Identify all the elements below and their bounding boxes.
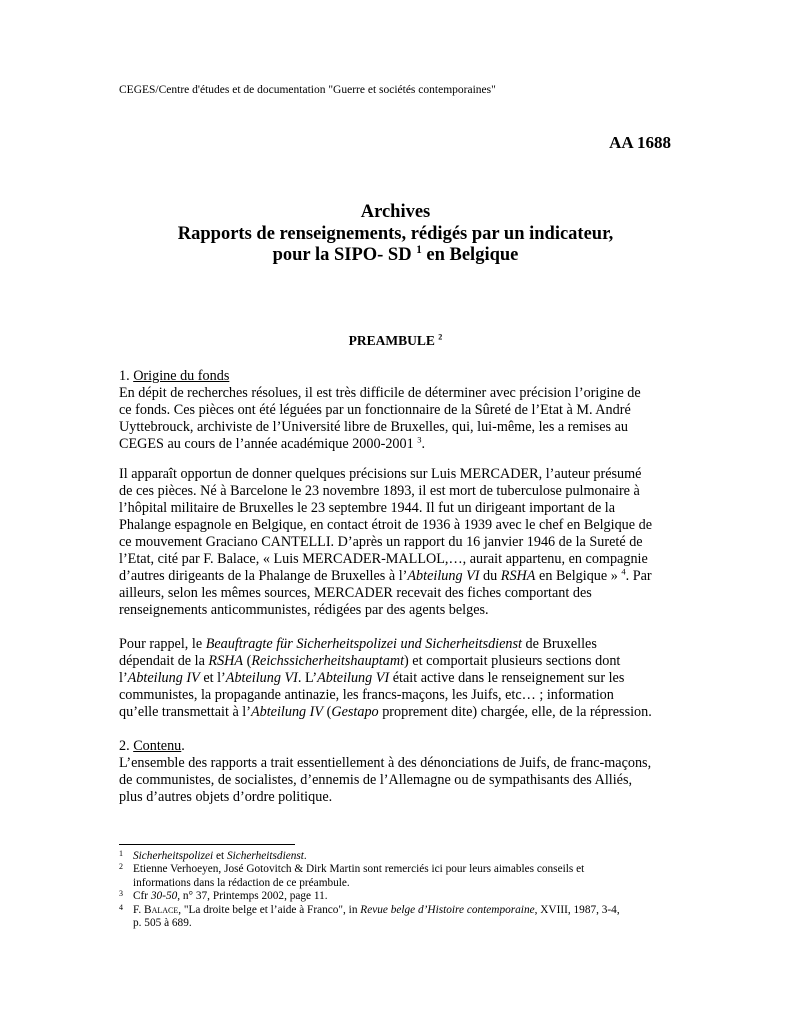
italic-term: Sicherheitsdienst (226, 850, 304, 862)
text-fragment: . Par (625, 568, 652, 584)
footnotes (119, 850, 679, 930)
text-line: l’Etat, cité par F. Balace, « Luis MERCADER-MALLOL,…, aurait appartenu, en compagnie (119, 551, 648, 567)
footnote-2 (119, 863, 679, 890)
footnote-ref-4: 4 (621, 566, 626, 577)
section-title: Origine du fonds (133, 368, 230, 384)
text-line (119, 704, 679, 721)
text-fragment: Pour rappel, le (119, 636, 206, 652)
text-fragment: était active dans le renseignement sur les (389, 670, 625, 686)
text-fragment: , XVIII, 1987, 3-4, (534, 903, 620, 916)
text-fragment: , n° 37, Printemps 2002, page 11. (177, 890, 328, 903)
section-heading (119, 368, 679, 385)
footnote-ref-3: 3 (417, 434, 422, 445)
section-title: Contenu (133, 738, 182, 754)
text-line: ce fonds. Ces pièces ont été léguées par un fonctionnaire de la Sûreté de l’Etat à M. André (119, 402, 631, 418)
text-fragment: et (213, 850, 227, 862)
italic-term: Abteilung VI (317, 670, 390, 686)
section-number: 1. (119, 368, 134, 384)
footnote-line: Etienne Verhoeyen, José Gotovitch & Dirk Martin sont remerciés ici pour leurs aimables conseils et (133, 863, 585, 876)
title-line-3-text: pour la SIPO- SD (272, 245, 417, 265)
title-line-3-end: en Belgique (421, 245, 519, 265)
text-fragment: ( (243, 653, 252, 669)
italic-term: RSHA (500, 568, 536, 584)
text-line: de ces pièces. Né à Barcelone le 23 novembre 1893, il est mort de tuberculose pulmonaire à (119, 483, 640, 499)
italic-term: Abteilung IV (250, 704, 324, 720)
footnote-number: 3 (119, 889, 123, 899)
text-fragment: dépendait de la (119, 653, 209, 669)
footnote-ref-2: 2 (438, 332, 443, 342)
section-origine (119, 368, 679, 453)
text-line: l’hôpital militaire de Bruxelles le 23 septembre 1944. Il fut un dirigeant important de la (119, 500, 616, 516)
text-line: ailleurs, selon les mêmes sources, MERCADER recevait des fiches comportant des (119, 585, 592, 601)
footnote-3 (119, 890, 679, 903)
italic-term: Abteilung IV (127, 670, 200, 686)
archive-reference: AA 1688 (609, 133, 671, 152)
footnote-1 (119, 850, 679, 863)
text-fragment: ( (323, 704, 332, 720)
footnote-line: informations dans la rédaction de ce préambule. (133, 876, 350, 889)
text-fragment: , "La droite belge et l’aide à Franco", in (178, 903, 361, 916)
italic-term: 30-50 (150, 890, 178, 903)
footnote-ref-1: 1 (416, 243, 422, 256)
italic-term: Abteilung VI (225, 670, 298, 686)
paragraph-rappel (119, 636, 679, 721)
title-line-1: Archives (360, 202, 431, 222)
section-heading (119, 738, 679, 755)
paragraph-mercader (119, 466, 679, 619)
text-fragment: qu’elle transmettait à l’ (119, 704, 251, 720)
institution-header: CEGES/Centre d'études et de documentation "Guerre et sociétés contemporaines" (119, 84, 496, 96)
footnote-number: 4 (119, 902, 123, 912)
text-line: ce mouvement Graciano CANTELLI. D’après un rapport du 16 janvier 1946 de la Sureté de (119, 534, 643, 550)
footnote-line (133, 904, 679, 917)
title-line-3 (0, 245, 791, 267)
text-line (119, 568, 679, 585)
italic-term: Sicherheitspolizei (133, 850, 214, 862)
text-fragment: d’autres dirigeants de la Phalange de Bruxelles à l’ (119, 568, 408, 584)
section-contenu (119, 738, 679, 806)
footnote-number: 2 (119, 862, 123, 872)
text-line: communistes, la propagande antinazie, les francs-maçons, les Juifs, etc… ; information (119, 687, 614, 703)
document-title (0, 202, 791, 267)
text-fragment: . (421, 436, 426, 452)
section-number: 2. (119, 738, 134, 754)
italic-term: RSHA (208, 653, 244, 669)
footnote-separator (119, 844, 295, 845)
text-fragment: et l’ (199, 670, 226, 686)
italic-term: Beauftragte für Sicherheitspolizei und Sicherheitsdienst (205, 636, 522, 652)
text-line (119, 636, 679, 653)
text-line: renseignements anticommunistes, rédigées par des agents belges. (119, 602, 489, 618)
footnote-line: p. 505 à 689. (133, 917, 192, 930)
text-line: En dépit de recherches résolues, il est très difficile de déterminer avec précision l’origine de (119, 385, 641, 401)
text-fragment: . L’ (297, 670, 318, 686)
preamble-heading (0, 333, 791, 349)
text-fragment: . (181, 738, 185, 754)
text-line: de communistes, de socialistes, d’ennemis de l’Allemagne ou de sympathisants des Alliés, (119, 772, 633, 788)
text-line: Il apparaît opportun de donner quelques précisions sur Luis MERCADER, l’auteur présumé (119, 466, 642, 482)
text-fragment: . (303, 850, 307, 862)
preamble-heading-text: PREAMBULE (348, 333, 439, 348)
text-fragment: du (479, 568, 501, 584)
italic-term: Revue belge d’Histoire contemporaine (360, 903, 535, 916)
text-line (119, 670, 679, 687)
footnote-number: 1 (119, 849, 123, 858)
text-line: plus d’autres objets d’ordre politique. (119, 789, 333, 805)
text-fragment: CEGES au cours de l’année académique 2000-2001 (119, 436, 418, 452)
italic-term: Abteilung VI (407, 568, 480, 584)
author-name: Balace (144, 903, 179, 916)
text-line: Uyttebrouck, archiviste de l’Université libre de Bruxelles, qui, lui-même, les a remises au (119, 419, 629, 435)
text-line: L’ensemble des rapports a trait essentiellement à des dénonciations de Juifs, de franc-maçons, (119, 755, 652, 771)
text-fragment: F. (133, 903, 145, 916)
text-line (119, 653, 679, 670)
italic-term: Reichssicherheitshauptamt (251, 653, 405, 669)
footnote-4 (119, 904, 679, 931)
title-line-2: Rapports de renseignements, rédigés par un indicateur, (177, 223, 614, 244)
text-fragment: de Bruxelles (521, 636, 597, 652)
text-fragment: l’ (119, 670, 128, 686)
text-line (119, 436, 679, 453)
text-fragment: proprement dite) chargée, elle, de la répression. (378, 704, 652, 720)
italic-term: Gestapo (331, 704, 379, 720)
text-fragment: en Belgique » (535, 568, 622, 584)
text-fragment: ) et comportait plusieurs sections dont (404, 653, 621, 669)
text-fragment: Cfr (133, 890, 151, 903)
text-line: Phalange espagnole en Belgique, en contact étroit de 1936 à 1939 avec le chef en Belgique de (119, 517, 653, 533)
